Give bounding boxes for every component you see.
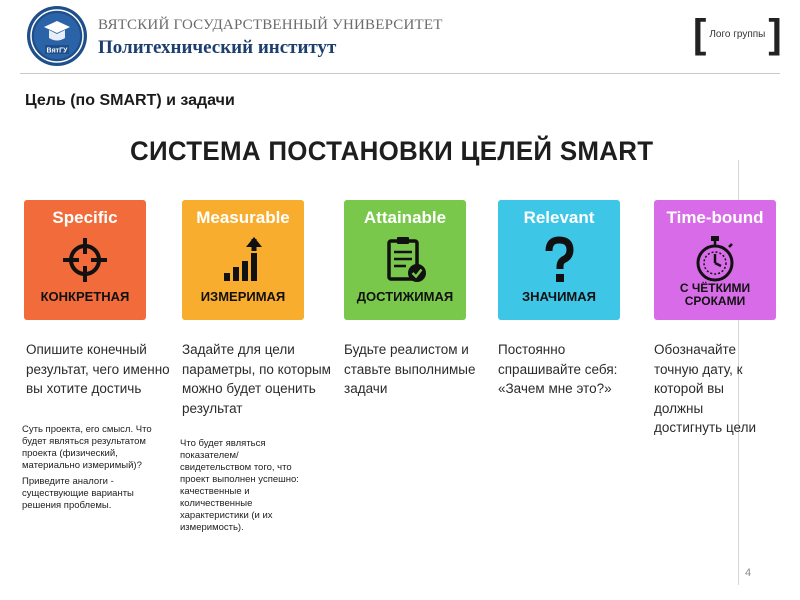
stopwatch-icon [690,235,740,285]
tile-specific [24,200,146,320]
success-indicators-note: Что будет являться показателем/свидетельством того, что проект выполнен успешно: качественные и количественные характеристики (и их измеримость). [180,438,299,533]
left-bracket: [ [693,12,707,56]
tile-foot-line: С ЧЁТКИМИ [679,281,751,295]
note-paragraph: Приведите аналоги - существующие варианты решения проблемы. [22,476,134,511]
tile-head: Relevant [523,208,595,227]
project-essence-note [22,424,152,512]
page-number: 4 [745,567,752,579]
description-specific: Опишите конечный результат, чего именно вы хотите достичь [26,342,170,396]
tile-foot: КОНКРЕТНАЯ [40,289,130,304]
checklist-icon [380,235,430,285]
growth-bars-icon [218,235,268,285]
right-bracket: ] [768,12,782,56]
question-mark-icon [534,235,584,285]
tile-foot: ИЗМЕРИМАЯ [200,289,286,304]
group-logo-placeholder [693,13,782,55]
institute-name: Политехнический институт [98,37,337,58]
tile-foot: ЗНАЧИМАЯ [522,289,596,304]
university-name: ВЯТСКИЙ ГОСУДАРСТВЕННЫЙ УНИВЕРСИТЕТ [98,17,443,33]
description-measurable: Задайте для цели параметры, по которым можно будет оценить результат [182,342,331,416]
tile-foot-line: СРОКАМИ [684,294,746,308]
crosshair-icon [60,235,110,285]
tile-head: Attainable [363,208,447,227]
header-divider [20,73,780,74]
group-logo-label: Лого группы [709,28,766,40]
tile-head: Specific [52,208,118,227]
university-logo [26,5,88,67]
tile-relevant [498,200,620,320]
description-relevant: Постоянно спрашивайте себя: «Зачем мне это?» [498,342,618,396]
infographic-title: СИСТЕМА ПОСТАНОВКИ ЦЕЛЕЙ SMART [130,136,654,166]
tile-head: Measurable [196,208,290,227]
description-timebound: Обозначайте точную дату, к которой вы должны достигнуть цели [654,342,757,435]
logo-lettering: ВятГУ [46,47,68,55]
slide-title: Цель (по SMART) и задачи [25,92,235,109]
description-attainable: Будьте реалистом и ставьте выполнимые задачи [344,342,476,396]
note-paragraph: Суть проекта, его смысл. Что будет являться результатом проекта (физический, материально измеримый)? [22,424,152,471]
tile-timebound [654,200,776,320]
tile-foot: ДОСТИЖИМАЯ [356,289,454,304]
tile-measurable [182,200,304,320]
tile-foot [654,282,776,308]
tile-attainable [344,200,466,320]
tile-head: Time-bound [666,208,764,227]
